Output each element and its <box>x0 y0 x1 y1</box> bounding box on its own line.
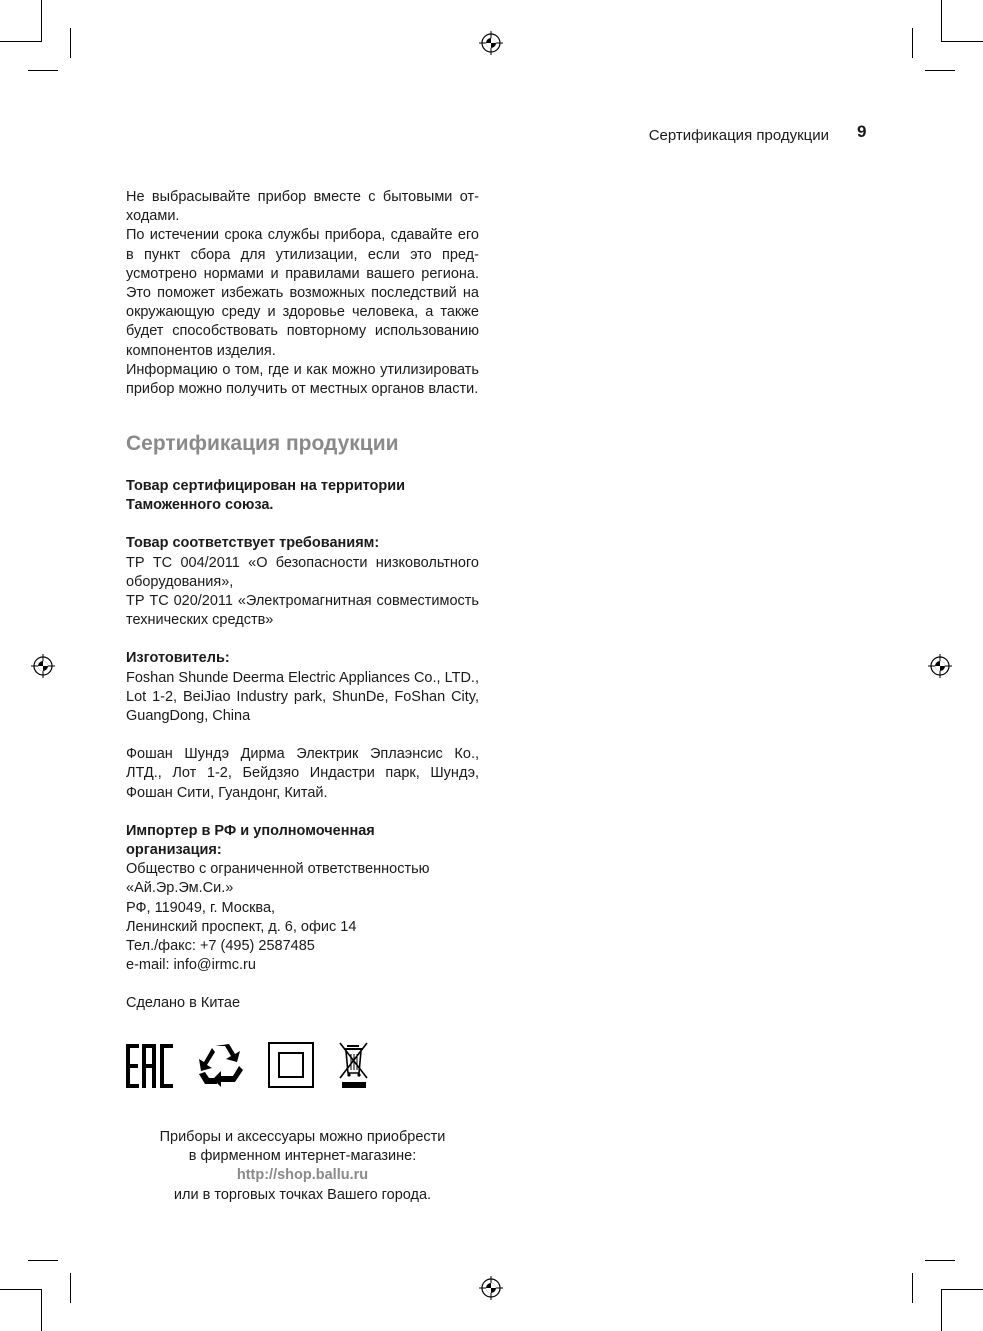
double-insulation-icon <box>268 1042 314 1088</box>
section-title: Сертификация продукции <box>126 432 399 455</box>
crop-mark <box>941 0 942 42</box>
manufacturer-heading: Изготовитель: <box>126 650 230 667</box>
requirement-item: ТР ТС 004/2011 «О безопасности низковольтного оборудования», <box>126 554 479 590</box>
running-header <box>649 122 829 148</box>
certification-section <box>126 477 479 1014</box>
weee-crossed-bin-icon <box>339 1041 369 1091</box>
header-title: Сертификация продукции <box>648 126 829 144</box>
registration-mark-icon <box>31 654 55 678</box>
customs-union-statement: Таможенного союза. <box>126 497 274 514</box>
disposal-paragraph: Информацию о том, где и как можно утилизировать прибор можно получить от местных органов власти. <box>126 361 479 398</box>
crop-mark <box>912 28 913 58</box>
importer-line: «Ай.Эр.Эм.Си.» <box>126 880 234 897</box>
crop-mark <box>925 1260 955 1261</box>
crop-mark <box>941 1289 983 1290</box>
shop-url-link[interactable]: http://shop.ballu.ru <box>236 1167 369 1184</box>
recycling-icon <box>195 1042 245 1088</box>
importer-heading: организация: <box>126 842 222 859</box>
importer-line: Ленинский проспект, д. 6, офис 14 <box>126 918 357 935</box>
importer-line: Общество с ограниченной ответственностью <box>126 861 430 878</box>
crop-mark <box>941 41 983 42</box>
crop-mark <box>0 41 42 42</box>
crop-mark <box>0 1289 42 1290</box>
disposal-paragraph: Не выбрасывайте прибор вместе с бытовыми отходами. <box>126 189 479 225</box>
crop-mark <box>925 70 955 71</box>
requirements-heading: Товар соответствует требованиям: <box>126 535 380 552</box>
registration-mark-icon <box>479 1276 503 1300</box>
crop-mark <box>28 1260 58 1261</box>
disposal-paragraph: По истечении срока службы прибора, сдавайте его в пункт сбора для утилизации, если это предусмотрено нормами и правилами вашего региона. Это поможет избежать возможных последствий на окружающую среду и здоровье человека, а также будет способствовать повторному использованию компонентов изделия. <box>126 227 479 359</box>
customs-union-statement: Товар сертифицирован на территории <box>126 478 406 494</box>
manufacturer-address-ru: Фошан Шундэ Дирма Электрик Эплаэнсис Ко., ЛТД., Лот 1-2, Бейдзяо Индастри парк, Шундэ, Фошан Сити, Гуандонг, Китай. <box>126 746 479 801</box>
crop-mark <box>70 1273 71 1303</box>
crop-mark <box>70 28 71 58</box>
crop-mark <box>912 1273 913 1303</box>
footer-line: Приборы и аксессуары можно приобрести <box>159 1129 446 1145</box>
registration-mark-icon <box>479 31 503 55</box>
made-in-label: Сделано в Китае <box>126 995 241 1012</box>
importer-heading: Импортер в РФ и уполномоченная <box>126 822 375 839</box>
registration-mark-icon <box>928 654 952 678</box>
eac-mark-icon <box>126 1044 174 1088</box>
page-number: 9 <box>857 122 867 141</box>
crop-mark <box>41 0 42 42</box>
footer-line: или в торговых точках Вашего города. <box>173 1186 432 1203</box>
manufacturer-address-en: Foshan Shunde Deerma Electric Appliances Co., LTD., Lot 1-2, BeiJiao Industry park, ShunDe, FoShan City, GuangDong, China <box>126 669 479 725</box>
importer-line: Тел./факс: +7 (495) 2587485 <box>126 938 315 955</box>
crop-mark <box>941 1289 942 1331</box>
importer-line: РФ, 119049, г. Москва, <box>126 899 276 916</box>
crop-mark <box>28 70 58 71</box>
disposal-section <box>126 188 479 399</box>
requirement-item: ТР ТС 020/2011 «Электромагнитная совместимость технических средств» <box>126 593 479 629</box>
importer-email: e-mail: info@irmc.ru <box>126 957 256 974</box>
crop-mark <box>41 1289 42 1331</box>
footer-line: в фирменном интернет-магазине: <box>188 1148 417 1165</box>
footer-note <box>126 1128 479 1205</box>
